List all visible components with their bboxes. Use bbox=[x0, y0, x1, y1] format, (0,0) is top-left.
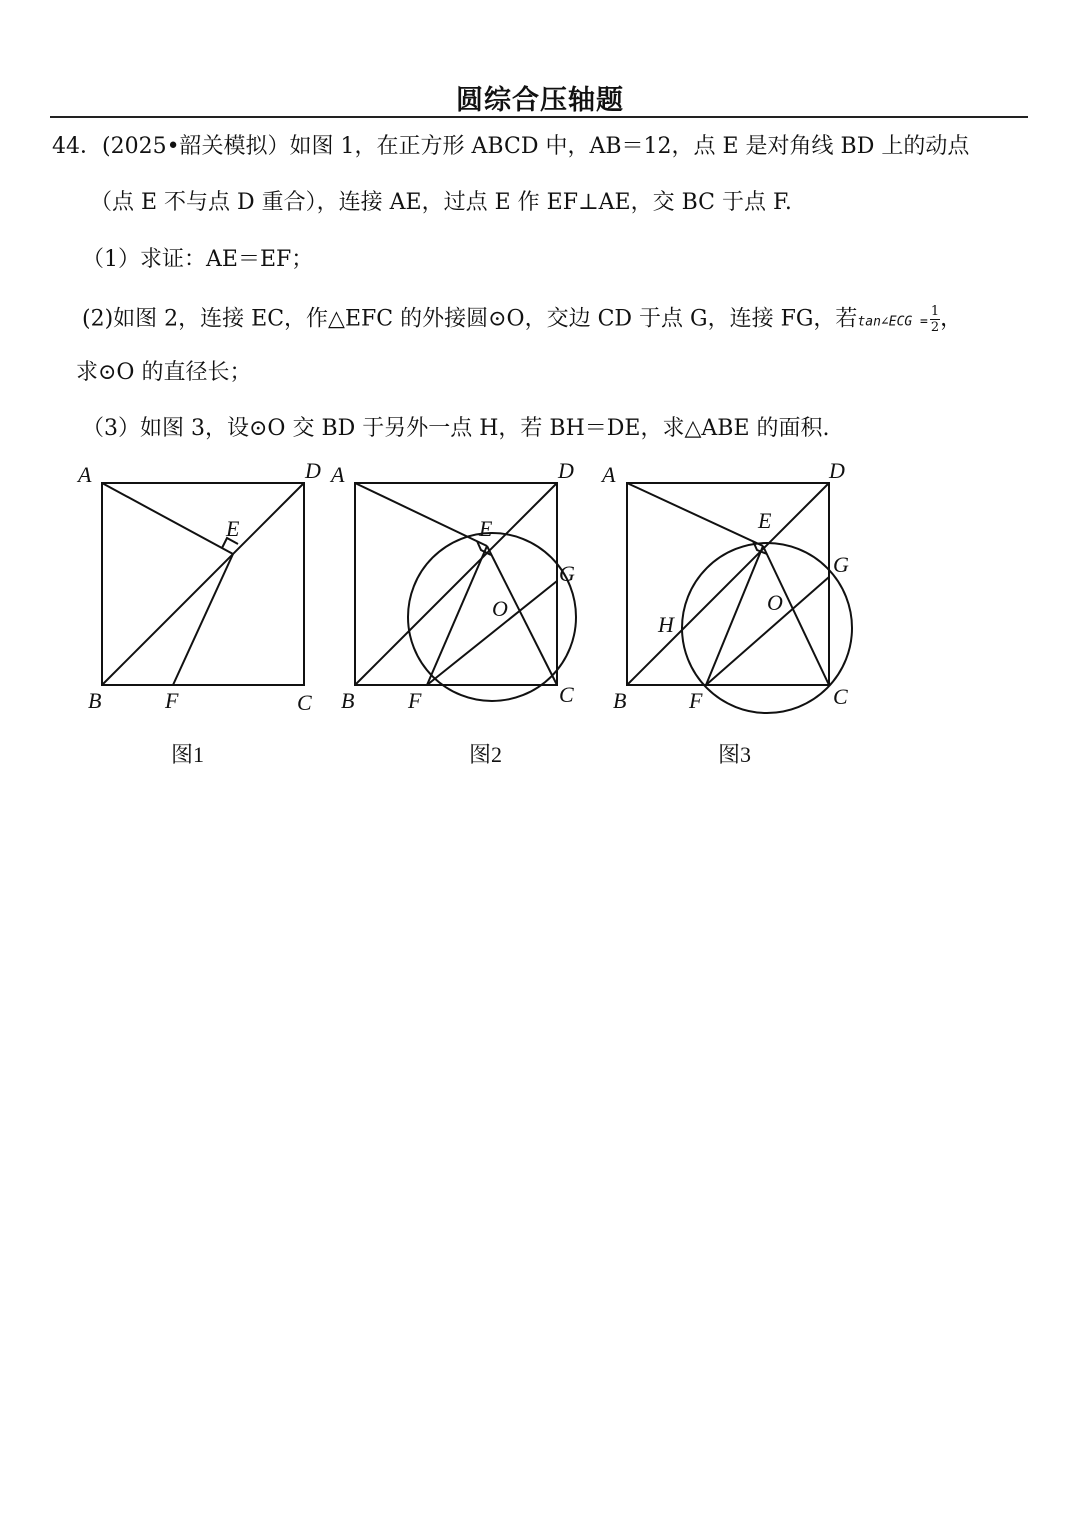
fig1-label-c: C bbox=[297, 690, 312, 715]
figure-1 bbox=[76, 458, 321, 767]
fig1-label-b: B bbox=[88, 688, 102, 713]
part-2-text-cont: 求⊙O 的直径长； bbox=[76, 360, 252, 385]
fig1-label-a: A bbox=[78, 462, 92, 487]
fig2-segment-ef bbox=[427, 546, 487, 685]
fig2-segment-ae bbox=[355, 483, 487, 546]
figure-2 bbox=[329, 458, 576, 767]
problem-line-2: （点 E 不与点 D 重合），连接 AE，过点 E 作 EF⊥AE，交 BC 于点 F. bbox=[90, 190, 792, 215]
fig2-diagonal-bd bbox=[355, 483, 557, 685]
fig2-label-c: C bbox=[559, 682, 574, 707]
fig3-label-c: C bbox=[833, 684, 848, 709]
fig1-label-f: F bbox=[165, 688, 179, 713]
fig2-label-e: E bbox=[479, 516, 493, 541]
fig1-label-e: E bbox=[226, 516, 240, 541]
fraction-denominator: 2 bbox=[930, 320, 940, 335]
fig3-segment-ef bbox=[706, 546, 763, 685]
fig2-label-f: F bbox=[408, 688, 422, 713]
fig1-segment-ef bbox=[173, 554, 233, 685]
title-underline bbox=[50, 116, 1028, 118]
fig3-caption: 图3 bbox=[718, 742, 752, 767]
fig3-diagonal-bd bbox=[627, 483, 829, 685]
tan-expression: tan∠ECG = bbox=[857, 314, 928, 330]
fig3-label-g: G bbox=[833, 552, 849, 577]
fig3-segment-ec bbox=[763, 546, 829, 685]
fig3-label-f: F bbox=[689, 688, 703, 713]
fig2-label-a: A bbox=[331, 462, 345, 487]
part-2-text-main: (2)如图 2，连接 EC，作△EFC 的外接圆⊙O，交边 CD 于点 G，连接 FG，若 bbox=[82, 306, 858, 332]
fig2-label-o: O bbox=[492, 596, 508, 621]
fig2-label-d: D bbox=[558, 458, 574, 483]
part-2-text bbox=[82, 305, 962, 334]
problem-line-1: 44．(2025•韶关模拟）如图 1，在正方形 ABCD 中，AB＝12，点 E 是对角线 BD 上的动点 bbox=[52, 134, 970, 159]
fig3-label-b: B bbox=[613, 688, 627, 713]
fig1-segment-ae bbox=[102, 483, 233, 554]
fig3-label-e: E bbox=[758, 508, 772, 533]
fig3-segment-ae bbox=[627, 483, 763, 546]
fig1-diagonal-bd bbox=[102, 483, 304, 685]
fig1-label-d: D bbox=[305, 458, 321, 483]
part-1-text: （1）求证：AE＝EF； bbox=[82, 247, 314, 272]
fig3-circle-o bbox=[682, 543, 852, 713]
figure-3 bbox=[600, 458, 852, 767]
fraction-one-half bbox=[930, 305, 940, 334]
geometry-figures bbox=[0, 450, 1080, 790]
fig3-label-d: D bbox=[829, 458, 845, 483]
fig3-label-h: H bbox=[658, 612, 674, 637]
fraction-numerator: 1 bbox=[930, 304, 940, 319]
fig2-caption: 图2 bbox=[469, 742, 503, 767]
fig3-label-a: A bbox=[602, 462, 616, 487]
fig2-label-g: G bbox=[559, 561, 575, 586]
fig2-label-b: B bbox=[341, 688, 355, 713]
page-title: 圆综合压轴题 bbox=[456, 85, 624, 116]
fig1-caption: 图1 bbox=[171, 742, 205, 767]
part-3-text: （3）如图 3，设⊙O 交 BD 于另外一点 H，若 BH＝DE，求△ABE 的面积. bbox=[82, 416, 830, 441]
part-2-comma: ， bbox=[940, 306, 963, 332]
fig3-label-o: O bbox=[767, 590, 783, 615]
